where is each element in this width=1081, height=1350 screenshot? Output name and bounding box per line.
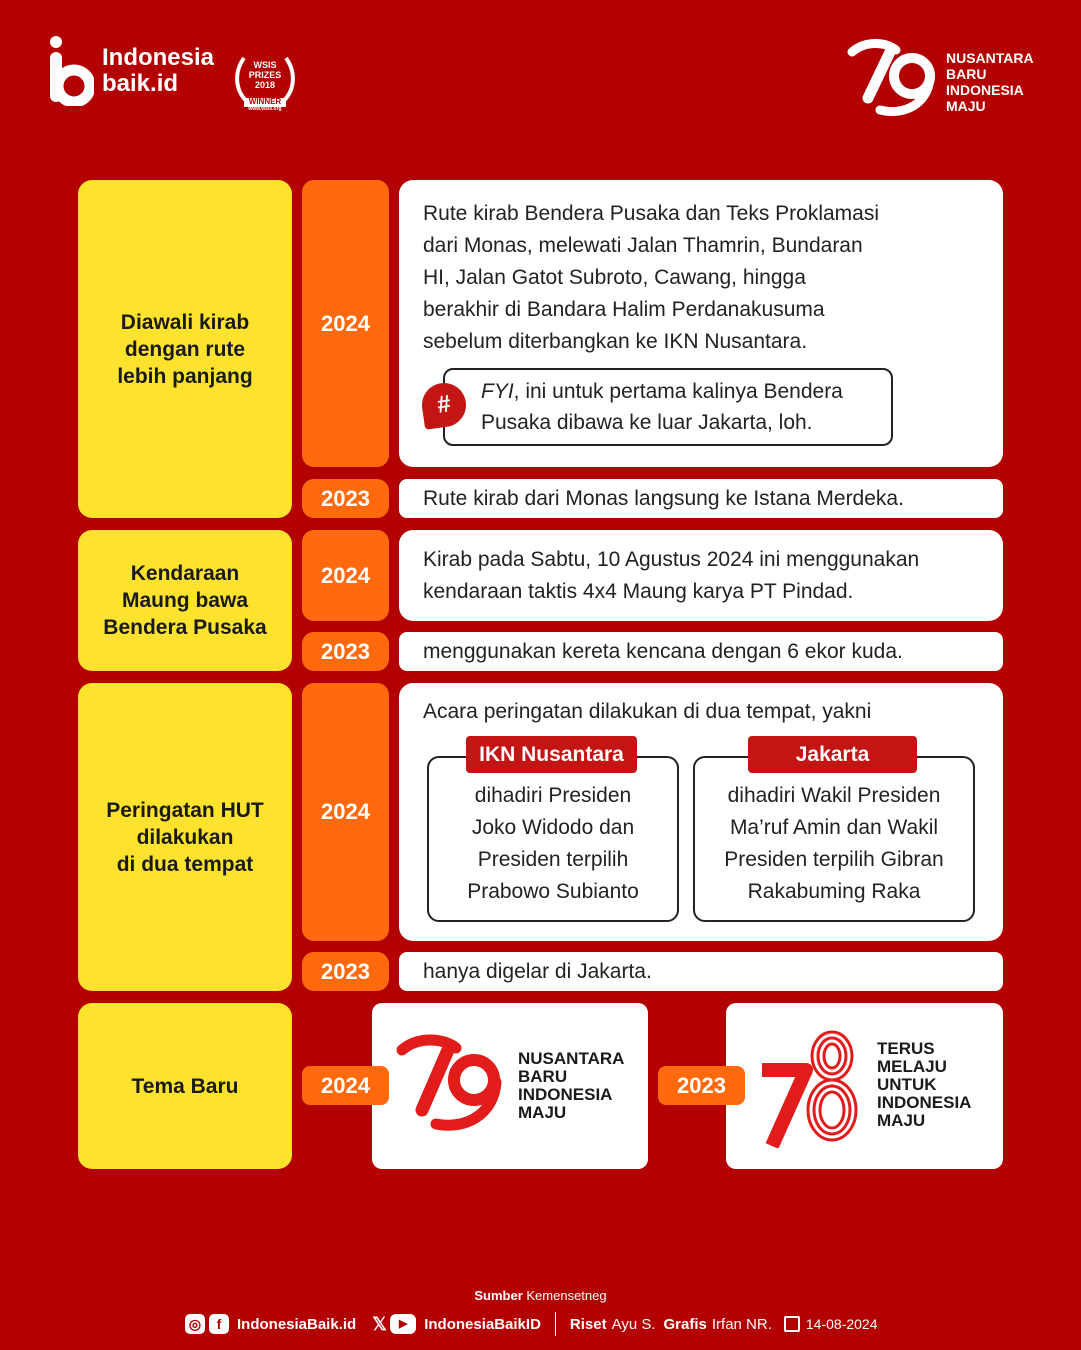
locations-intro: Acara peringatan dilakukan di dua tempat, yakni bbox=[423, 700, 872, 723]
award-line-4: WINNER bbox=[248, 97, 282, 106]
divider bbox=[555, 1312, 556, 1336]
year-2023-badge: 2023 bbox=[658, 1066, 745, 1105]
header-tagline bbox=[946, 50, 1034, 114]
source-line bbox=[0, 1288, 1081, 1303]
calendar-icon bbox=[784, 1316, 800, 1332]
text-line: Rakabuming Raka bbox=[747, 880, 921, 903]
fyi-text: , ini untuk pertama kalinya Bendera bbox=[513, 380, 843, 403]
tagline-line: MAJU bbox=[877, 1111, 926, 1130]
category-line: Bendera Pusaka bbox=[103, 616, 267, 639]
indonesiabaik-mark-icon bbox=[48, 36, 94, 106]
text-line: Presiden terpilih bbox=[477, 848, 629, 871]
tagline-line: BARU bbox=[518, 1067, 568, 1086]
year-2024-badge: 2024 bbox=[302, 180, 389, 467]
year-2024-badge: 2024 bbox=[302, 1066, 389, 1105]
handle-indonesiabaik[interactable]: IndonesiaBaik.id bbox=[237, 1315, 357, 1333]
locations-2023-text: hanya digelar di Jakarta. bbox=[399, 952, 1003, 991]
text-line: Prabowo Subianto bbox=[467, 880, 639, 903]
text-line: HI, Jalan Gatot Subroto, Cawang, hingga bbox=[423, 266, 806, 289]
hut-79-logo-icon bbox=[396, 1032, 508, 1136]
category-maung-vehicle bbox=[78, 530, 292, 671]
text-line: kendaraan taktis 4x4 Maung karya PT Pindad. bbox=[423, 580, 854, 603]
text-line: Rute kirab Bendera Pusaka dan Teks Proklamasi bbox=[423, 202, 880, 225]
hashtag-icon: # bbox=[419, 380, 469, 430]
year-2023-badge: 2023 bbox=[302, 632, 389, 671]
location-ikn-box bbox=[427, 756, 679, 922]
text-line: Kirab pada Sabtu, 10 Agustus 2024 ini menggunakan bbox=[423, 548, 920, 571]
category-line: dilakukan bbox=[136, 825, 234, 849]
tagline-line: MAJU bbox=[946, 98, 986, 114]
theme-2024-tagline bbox=[518, 1050, 624, 1122]
year-2023-badge: 2023 bbox=[302, 479, 389, 518]
hut-78-logo-icon bbox=[758, 1022, 864, 1148]
wsis-award-badge bbox=[232, 50, 298, 112]
handle-indonesiabaikid[interactable]: IndonesiaBaikID bbox=[424, 1315, 541, 1333]
tagline-line: UNTUK bbox=[877, 1075, 937, 1094]
category-line: di dua tempat bbox=[116, 852, 254, 876]
tagline-line: NUSANTARA bbox=[518, 1049, 625, 1068]
text-line: Joko Widodo dan bbox=[471, 816, 635, 839]
location-jakarta-label: Jakarta bbox=[748, 736, 917, 773]
grafis-value: Irfan NR. bbox=[711, 1315, 772, 1333]
tagline-line: NUSANTARA bbox=[946, 50, 1034, 66]
date: 14-08-2024 bbox=[805, 1316, 878, 1332]
year-2023-badge: 2023 bbox=[302, 952, 389, 991]
category-line: dengan rute bbox=[124, 337, 246, 361]
tagline-line: BARU bbox=[946, 66, 987, 82]
text-line: dari Monas, melewati Jalan Thamrin, Bundaran bbox=[423, 234, 863, 257]
text-line: Ma’ruf Amin dan Wakil bbox=[729, 816, 939, 839]
facebook-icon[interactable]: f bbox=[209, 1314, 229, 1334]
tagline-line: INDONESIA bbox=[946, 82, 1024, 98]
grafis-label: Grafis bbox=[663, 1315, 707, 1333]
category-longer-route bbox=[78, 180, 292, 518]
category-line: Tema Baru bbox=[131, 1074, 239, 1098]
route-2024-text bbox=[423, 198, 983, 358]
award-line-1: WSIS bbox=[253, 60, 277, 70]
vehicle-2024-text bbox=[423, 544, 993, 608]
text-line: Presiden terpilih Gibran bbox=[724, 848, 944, 871]
category-line: Diawali kirab bbox=[120, 310, 250, 334]
brand-line-2: baik.id bbox=[102, 70, 179, 97]
youtube-icon[interactable]: ▶ bbox=[390, 1314, 416, 1334]
year-2024-badge: 2024 bbox=[302, 530, 389, 621]
tagline-line: MAJU bbox=[518, 1103, 567, 1122]
source-label: Sumber bbox=[474, 1288, 523, 1303]
theme-2023-tagline bbox=[877, 1040, 971, 1130]
source-value: Kemensetneg bbox=[526, 1288, 607, 1303]
category-line: lebih panjang bbox=[117, 364, 253, 388]
fyi-text-line-2: Pusaka dibawa ke luar Jakarta, loh. bbox=[481, 411, 813, 434]
hut-79-logo bbox=[846, 38, 941, 120]
text-line: sebelum diterbangkan ke IKN Nusantara. bbox=[423, 330, 808, 353]
category-two-locations bbox=[78, 683, 292, 991]
brand-line-1: Indonesia bbox=[102, 44, 215, 71]
tagline-line: INDONESIA bbox=[518, 1085, 613, 1104]
text-line: dihadiri Presiden bbox=[474, 784, 632, 807]
vehicle-2023-text: menggunakan kereta kencana dengan 6 ekor kuda. bbox=[399, 632, 1003, 671]
tagline-line: INDONESIA bbox=[877, 1093, 972, 1112]
year-2024-badge: 2024 bbox=[302, 683, 389, 941]
award-line-3: 2018 bbox=[254, 80, 276, 90]
x-icon[interactable]: 𝕏 bbox=[372, 1313, 387, 1334]
category-line: Peringatan HUT bbox=[106, 798, 264, 822]
location-ikn-label: IKN Nusantara bbox=[466, 736, 637, 773]
indonesiabaik-logo bbox=[48, 36, 214, 106]
award-line-2: PRIZES bbox=[248, 70, 282, 80]
fyi-label: FYI bbox=[481, 380, 514, 403]
text-line: dihadiri Wakil Presiden bbox=[727, 784, 941, 807]
route-2023-text: Rute kirab dari Monas langsung ke Istana Merdeka. bbox=[399, 479, 1003, 518]
footer-credits bbox=[185, 1312, 878, 1336]
category-line: Maung bawa bbox=[121, 589, 248, 612]
text-line: berakhir di Bandara Halim Perdanakusuma bbox=[423, 298, 825, 321]
instagram-icon[interactable]: ◎ bbox=[185, 1314, 205, 1334]
brand-name bbox=[102, 45, 214, 97]
category-line: Kendaraan bbox=[130, 562, 240, 585]
tagline-line: MELAJU bbox=[877, 1057, 947, 1076]
tagline-line: TERUS bbox=[877, 1039, 935, 1058]
riset-value: Ayu S. bbox=[611, 1315, 656, 1333]
fyi-note bbox=[443, 368, 893, 446]
riset-label: Riset bbox=[569, 1315, 607, 1333]
location-jakarta-box bbox=[693, 756, 975, 922]
category-new-theme bbox=[78, 1003, 292, 1169]
award-url: www.wsis.org bbox=[248, 106, 282, 112]
